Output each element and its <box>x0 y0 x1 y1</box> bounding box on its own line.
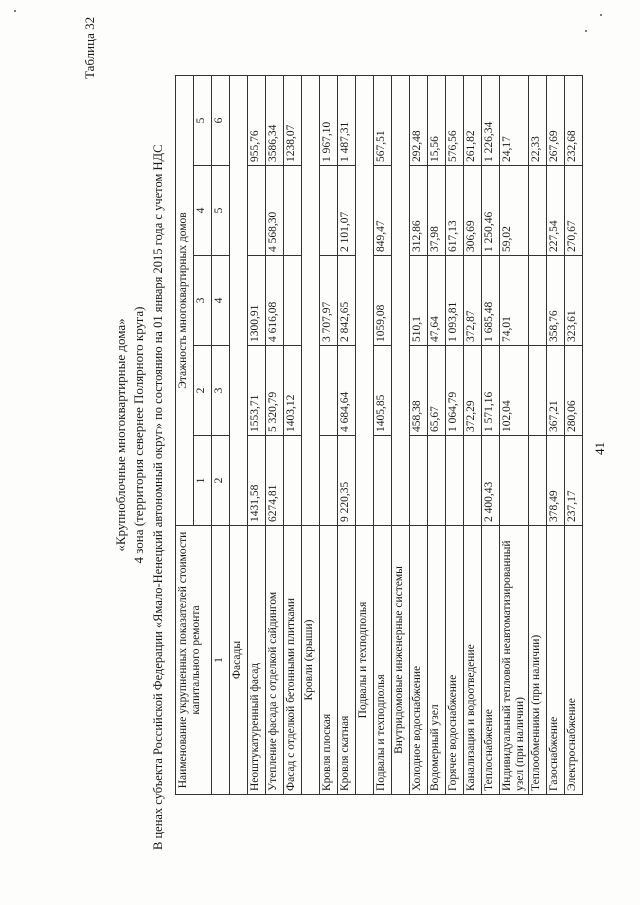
value-cell <box>446 436 464 526</box>
value-cell <box>428 436 446 526</box>
column-numbers-row <box>212 76 230 795</box>
row-name: Водомерный узел <box>428 526 446 795</box>
col-number-1: 1 <box>212 526 230 795</box>
value-cell: 567,51 <box>374 76 392 166</box>
table-row <box>284 76 302 795</box>
table-row <box>374 76 392 795</box>
value-cell: 1 226,34 <box>482 76 500 166</box>
table-row <box>338 76 356 795</box>
section-blank <box>356 76 374 526</box>
header-floor-2: 2 <box>194 346 212 436</box>
value-cell: 1405,85 <box>374 346 392 436</box>
value-cell: 65,67 <box>428 346 446 436</box>
value-cell: 1300,91 <box>248 256 266 346</box>
value-cell: 270,67 <box>565 166 583 256</box>
row-name: Горячее водоснабжение <box>446 526 464 795</box>
value-cell <box>374 436 392 526</box>
section-row <box>356 76 374 795</box>
value-cell: 955,76 <box>248 76 266 166</box>
header-floor-3: 3 <box>194 256 212 346</box>
value-cell: 1 571,16 <box>482 346 500 436</box>
value-cell: 372,87 <box>464 256 482 346</box>
value-cell: 378,49 <box>547 436 565 526</box>
row-name: Кровля скатная <box>338 526 356 795</box>
table-row <box>464 76 482 795</box>
header-floor-1: 1 <box>194 436 212 526</box>
value-cell <box>320 346 338 436</box>
row-name: Индивидуальный тепловой неавтоматизированный узел (при наличии) <box>500 526 529 795</box>
section-row <box>302 76 320 795</box>
value-cell: 22,33 <box>529 76 547 166</box>
value-cell: 323,61 <box>565 256 583 346</box>
table-row <box>248 76 266 795</box>
col-number-5: 5 <box>212 166 230 256</box>
value-cell <box>410 436 428 526</box>
table-row <box>428 76 446 795</box>
col-number-2: 2 <box>212 436 230 526</box>
value-cell: 227,54 <box>547 166 565 256</box>
row-name: Теплообменники (при наличии) <box>529 526 547 795</box>
table-row <box>410 76 428 795</box>
value-cell: 2 101,07 <box>338 166 356 256</box>
value-cell: 1 250,46 <box>482 166 500 256</box>
section-blank <box>392 76 410 526</box>
title-line-2: 4 зона (территория севернее Полярного круга) <box>131 306 146 564</box>
row-name: Фасад с отделкой бетонными плитками <box>284 526 302 795</box>
value-cell: 4 684,64 <box>338 346 356 436</box>
value-cell: 102,04 <box>500 346 529 436</box>
row-name: Подвалы и техподполья <box>374 526 392 795</box>
section-title: Подвалы и техподполья <box>356 526 374 795</box>
header-floors-group: Этажность многоквартирных домов <box>176 76 194 526</box>
header-name-col: Наименование укрупненных показателей стоимости капитального ремонта <box>176 526 212 795</box>
row-name: Неоштукатуренный фасад <box>248 526 266 795</box>
value-cell <box>284 256 302 346</box>
value-cell <box>464 436 482 526</box>
row-name: Утепление фасада с отделкой сайдингом <box>266 526 284 795</box>
section-title: Фасады <box>230 526 248 795</box>
table-row <box>266 76 284 795</box>
value-cell: 261,82 <box>464 76 482 166</box>
value-cell: 5 320,79 <box>266 346 284 436</box>
section-blank <box>302 76 320 526</box>
scan-speck <box>585 30 587 32</box>
value-cell <box>320 436 338 526</box>
value-cell: 372,29 <box>464 346 482 436</box>
value-cell: 1059,08 <box>374 256 392 346</box>
value-cell: 1553,71 <box>248 346 266 436</box>
value-cell: 4 568,30 <box>266 166 284 256</box>
value-cell: 358,76 <box>547 256 565 346</box>
scan-speck <box>600 14 602 16</box>
table-row <box>547 76 565 795</box>
section-row <box>230 76 248 795</box>
row-name: Холодное водоснабжение <box>410 526 428 795</box>
table-row <box>500 76 529 795</box>
row-name: Электроснабжение <box>565 526 583 795</box>
value-cell <box>284 436 302 526</box>
value-cell: 237,17 <box>565 436 583 526</box>
value-cell: 15,56 <box>428 76 446 166</box>
value-cell: 367,21 <box>547 346 565 436</box>
value-cell: 1 967,10 <box>320 76 338 166</box>
value-cell <box>529 256 547 346</box>
value-cell <box>500 436 529 526</box>
table-row <box>529 76 547 795</box>
value-cell <box>529 166 547 256</box>
value-cell: 510,1 <box>410 256 428 346</box>
title-line-3: В ценах субъекта Российской Федерации «Ямало-Ненецкий автономный округ» по состоянию на 01 января 2015 года с учетом НДС <box>151 144 165 850</box>
value-cell: 1 487,31 <box>338 76 356 166</box>
header-floor-4: 4 <box>194 166 212 256</box>
value-cell: 2 400,43 <box>482 436 500 526</box>
value-cell: 3586,34 <box>266 76 284 166</box>
value-cell: 2 842,65 <box>338 256 356 346</box>
table-label: Таблица 32 <box>82 16 97 79</box>
value-cell: 59,02 <box>500 166 529 256</box>
value-cell <box>284 166 302 256</box>
value-cell: 1431,58 <box>248 436 266 526</box>
value-cell: 576,56 <box>446 76 464 166</box>
table-row <box>320 76 338 795</box>
row-name: Канализация и водоотведение <box>464 526 482 795</box>
value-cell: 1 064,79 <box>446 346 464 436</box>
title-line-1: «Крупноблочные многоквартирные дома» <box>113 318 128 552</box>
value-cell <box>529 436 547 526</box>
value-cell: 47,64 <box>428 256 446 346</box>
value-cell: 232,68 <box>565 76 583 166</box>
value-cell: 312,86 <box>410 166 428 256</box>
section-title: Внутридомовые инженерные системы <box>392 526 410 795</box>
page-number: 41 <box>592 442 607 455</box>
value-cell: 849,47 <box>374 166 392 256</box>
value-cell: 9 220,35 <box>338 436 356 526</box>
value-cell: 1 093,81 <box>446 256 464 346</box>
table-row <box>446 76 464 795</box>
value-cell: 267,69 <box>547 76 565 166</box>
col-number-4: 4 <box>212 256 230 346</box>
value-cell <box>248 166 266 256</box>
value-cell: 280,06 <box>565 346 583 436</box>
value-cell <box>529 346 547 436</box>
section-title: Кровли (крыши) <box>302 526 320 795</box>
value-cell: 3 707,97 <box>320 256 338 346</box>
value-cell: 292,48 <box>410 76 428 166</box>
value-cell: 37,98 <box>428 166 446 256</box>
value-cell: 458,38 <box>410 346 428 436</box>
table-row <box>565 76 583 795</box>
section-row <box>392 76 410 795</box>
header-floor-5: 5 <box>194 76 212 166</box>
row-name: Кровля плоская <box>320 526 338 795</box>
value-cell: 6274,81 <box>266 436 284 526</box>
value-cell <box>320 166 338 256</box>
row-name: Газоснабжение <box>547 526 565 795</box>
col-number-6: 6 <box>212 76 230 166</box>
section-blank <box>230 76 248 526</box>
value-cell: 306,69 <box>464 166 482 256</box>
value-cell: 4 616,08 <box>266 256 284 346</box>
value-cell: 1 685,48 <box>482 256 500 346</box>
col-number-3: 3 <box>212 346 230 436</box>
value-cell: 1238,07 <box>284 76 302 166</box>
value-cell: 617,13 <box>446 166 464 256</box>
header-row <box>176 76 194 795</box>
value-cell: 1403,12 <box>284 346 302 436</box>
value-cell: 74,01 <box>500 256 529 346</box>
cost-table <box>175 75 583 795</box>
row-name: Теплоснабжение <box>482 526 500 795</box>
value-cell: 24,17 <box>500 76 529 166</box>
table-row <box>482 76 500 795</box>
scan-speck <box>14 10 16 12</box>
